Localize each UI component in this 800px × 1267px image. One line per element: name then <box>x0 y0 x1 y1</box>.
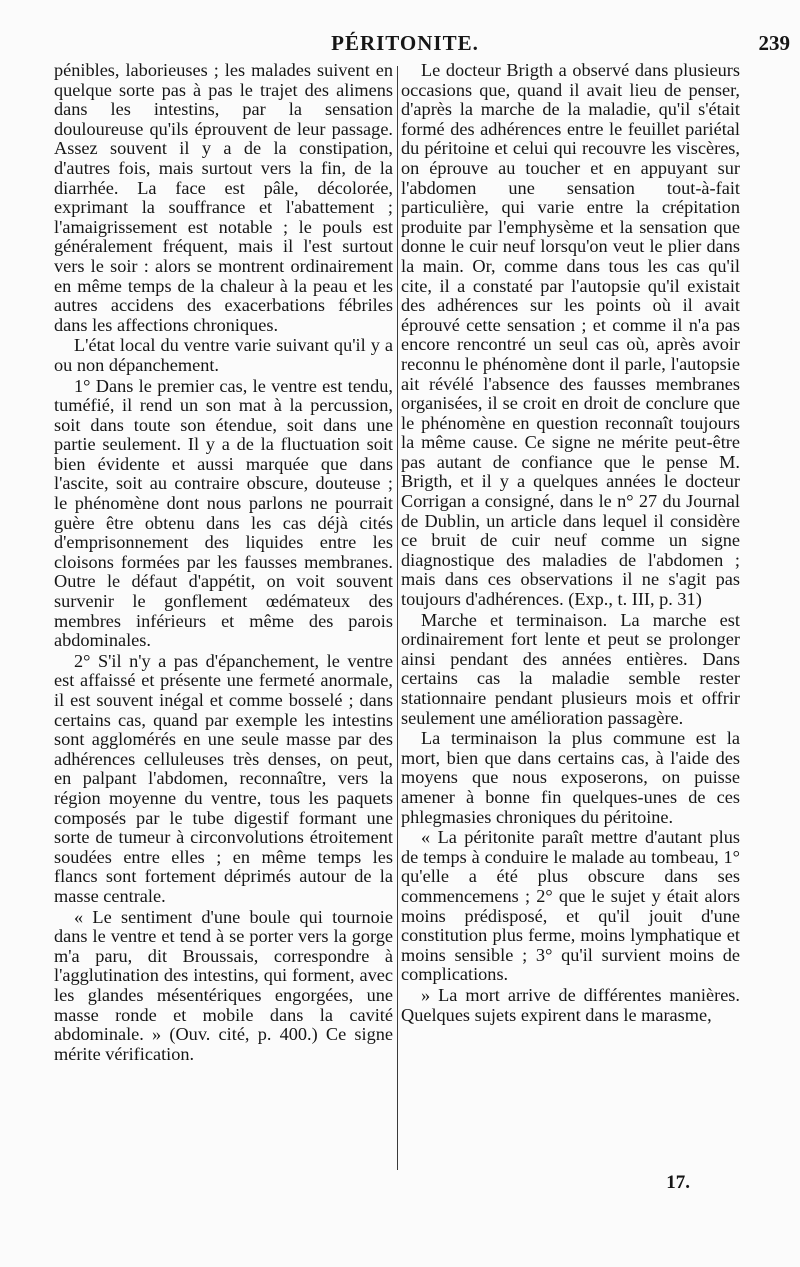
paragraph: » La mort arrive de différentes manières. Quelques sujets expirent dans le marasme, <box>401 984 740 1025</box>
paragraph: Le docteur Brigth a observé dans plusieurs occasions que, quand il avait lieu de penser, d'après la marche de la maladie, qu'il s'était formé des adhérences entre le feuillet pariétal du péritoine et celui qui recouvre les viscères, on éprouve au toucher et en appuyant sur l'abdomen une sensation tout-à-fait particulière, qui varie entre la crépitation produite par l'emphysème et la sensation que donne le cuir neuf lorsqu'on veut le plier dans la main. Or, comme dans tous les cas qu'il cite, il a constaté par l'autopsie qu'il existait des adhérences sur les points où il avait éprouvé cette sensation ; et comme il n'a pas encore rencontré un seul cas où, après avoir reconnu le phénomène dont il parle, l'autopsie ait révélé l'absence des fausses membranes organisées, il se croit en droit de conclure que le phénomène en question reconnaît toujours la même cause. Ce signe ne mérite peut-être pas autant de confiance que le pense M. Brigth, et il y a quelques années le docteur Corrigan a consigné, dans le n° 27 du Journal de Dublin, un article dans lequel il considère ce bruit de cuir neuf comme un signe diagnostique des maladies de l'abdomen ; mais dans ces observations il ne s'agit pas toujours d'adhérences. (Exp., t. III, p. 31) <box>401 60 740 610</box>
paragraph: « La péritonite paraît mettre d'autant plus de temps à conduire le malade au tombeau, 1° qu'elle a été plus obscure dans ses commencemens ; 2° que le sujet y était alors moins prédisposé, et qu'il jouit d'une constitution plus ferme, moins lymphatique et moins sensible ; 3° qu'il survient moins de complications. <box>401 827 740 985</box>
paragraph: L'état local du ventre varie suivant qu'il y a ou non dépanchement. <box>54 335 393 375</box>
paragraph: 1° Dans le premier cas, le ventre est tendu, tuméfié, il rend un son mat à la percussion, soit dans toute son étendue, soit dans une partie seulement. Il y a de la fluctuation soit bien évidente et aussi marquée que dans l'ascite, soit au contraire obscure, douteuse ; le phénomène dont nous parlons ne pourrait guère être obtenu dans les cas déjà cités d'emprisonnement des liquides entre les cloisons formées par les fausses membranes. Outre le défaut d'appétit, on voit souvent survenir le gonflement œdémateux des membres inférieurs et même des parois abdominales. <box>54 375 393 651</box>
page-number: 239 <box>758 31 790 55</box>
paragraph: pénibles, laborieuses ; les malades suivent en quelque sorte pas à pas le trajet des alimens dans les intestins, par la sensation douloureuse qu'ils éprouvent de leur passage. Assez souvent il y a de la constipation, d'autres fois, mais surtout vers la fin, de la diarrhée. La face est pâle, décolorée, exprimant la souffrance et l'abattement ; l'amaigrissement est notable ; le pouls est généralement fréquent, mais il l'est surtout vers le soir : alors se montrent ordinairement en même temps de la chaleur à la peau et les autres accidens des exacerbations fébriles dans les affections chroniques. <box>54 60 393 335</box>
paragraph: « Le sentiment d'une boule qui tournoie dans le ventre et tend à se porter vers la gorge m'a paru, dit Broussais, correspondre à l'agglutination des intestins, qui forment, avec les glandes mésentériques engorgées, une masse ronde et mobile dans la cavité abdominale. » (Ouv. cité, p. 400.) Ce signe mérite vérification. <box>54 906 393 1064</box>
signature-mark: 17. <box>666 1172 690 1193</box>
paragraph: Marche et terminaison. La marche est ordinairement fort lente et peut se prolonger ainsi pendant des années entières. Dans certains cas la maladie semble rester stationnaire pendant plusieurs mois et offrir seulement une amélioration passagère. <box>401 609 740 728</box>
left-column <box>54 61 393 1064</box>
page-title: PÉRITONITE. <box>331 31 479 55</box>
right-column <box>401 61 740 1025</box>
paragraph: La terminaison la plus commune est la mort, bien que dans certains cas, à l'aide des moyens que nous exposerons, on puisse amener à bonne fin quelques-unes de ces phlegmasies chroniques du péritoine. <box>401 728 740 827</box>
paragraph: 2° S'il n'y a pas d'épanchement, le ventre est affaissé et présente une fermeté anormale, il est souvent inégal et comme bosselé ; dans certains cas, quand par exemple les intestins sont agglomérés en une seule masse par des adhérences celluleuses très denses, on peut, en palpant l'abdomen, reconnaître, vers la région moyenne du ventre, tous les paquets composés par le tube digestif formant une sorte de tumeur à circonvolutions étroitement soudées entre elles ; en même temps les flancs sont fortement déprimés autour de la masse centrale. <box>54 650 393 906</box>
column-divider <box>397 66 398 1170</box>
running-header <box>0 31 800 57</box>
